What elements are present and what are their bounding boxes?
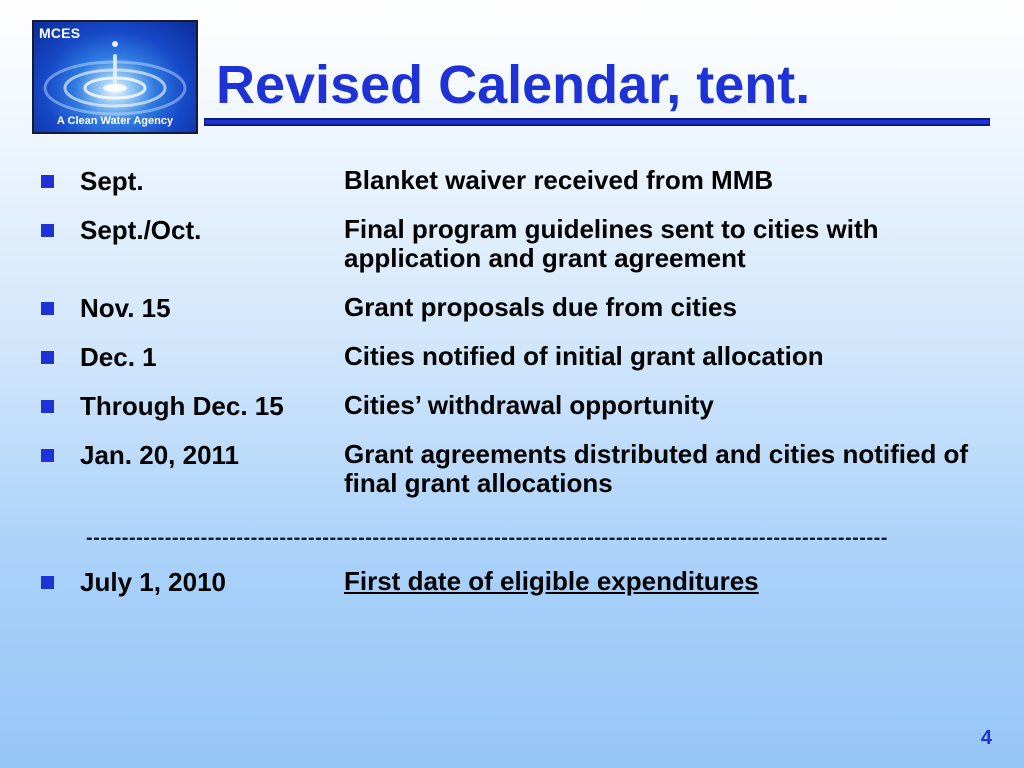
- square-bullet-icon: [41, 400, 54, 413]
- page-number: 4: [980, 727, 992, 749]
- item-date: Dec. 1: [80, 342, 157, 372]
- item-date: Jan. 20, 2011: [80, 440, 240, 470]
- item-date: Sept./Oct.: [80, 215, 202, 245]
- square-bullet-icon: [41, 175, 54, 188]
- item-date: Nov. 15: [80, 293, 171, 323]
- list-item: [40, 166, 1010, 215]
- list-item: [40, 567, 1010, 616]
- slide-title: Revised Calendar, tent.: [216, 55, 811, 115]
- square-bullet-icon: [41, 449, 54, 462]
- square-bullet-icon: [41, 351, 54, 364]
- item-description: First date of eligible expenditures: [344, 566, 759, 596]
- item-description: Grant proposals due from cities: [344, 292, 737, 322]
- item-description: Final program guidelines sent to cities with application and grant agreement: [344, 214, 879, 273]
- item-date: July 1, 2010: [80, 567, 226, 597]
- dashed-divider: ----------------------------------------------------------------------------------------------------------------: [86, 528, 888, 548]
- item-description: Cities notified of initial grant allocation: [344, 341, 824, 371]
- item-description: Grant agreements distributed and cities notified of final grant allocations: [344, 439, 969, 498]
- item-description: Cities’ withdrawal opportunity: [344, 390, 714, 420]
- square-bullet-icon: [41, 302, 54, 315]
- item-date: Sept.: [80, 166, 144, 196]
- list-item: [40, 293, 1010, 342]
- list-item-final: [40, 567, 1010, 616]
- mces-logo: [32, 20, 198, 134]
- list-item: [40, 342, 1010, 391]
- list-item: [40, 215, 1010, 293]
- item-date: Through Dec. 15: [80, 391, 284, 421]
- list-item: [40, 440, 1010, 518]
- list-item: [40, 391, 1010, 440]
- title-underline: [204, 118, 990, 126]
- calendar-list: [40, 166, 1010, 518]
- logo-name: MCES: [39, 25, 81, 41]
- square-bullet-icon: [41, 224, 54, 237]
- item-description: Blanket waiver received from MMB: [344, 165, 774, 195]
- logo-tagline: A Clean Water Agency: [56, 115, 174, 127]
- square-bullet-icon: [41, 576, 54, 589]
